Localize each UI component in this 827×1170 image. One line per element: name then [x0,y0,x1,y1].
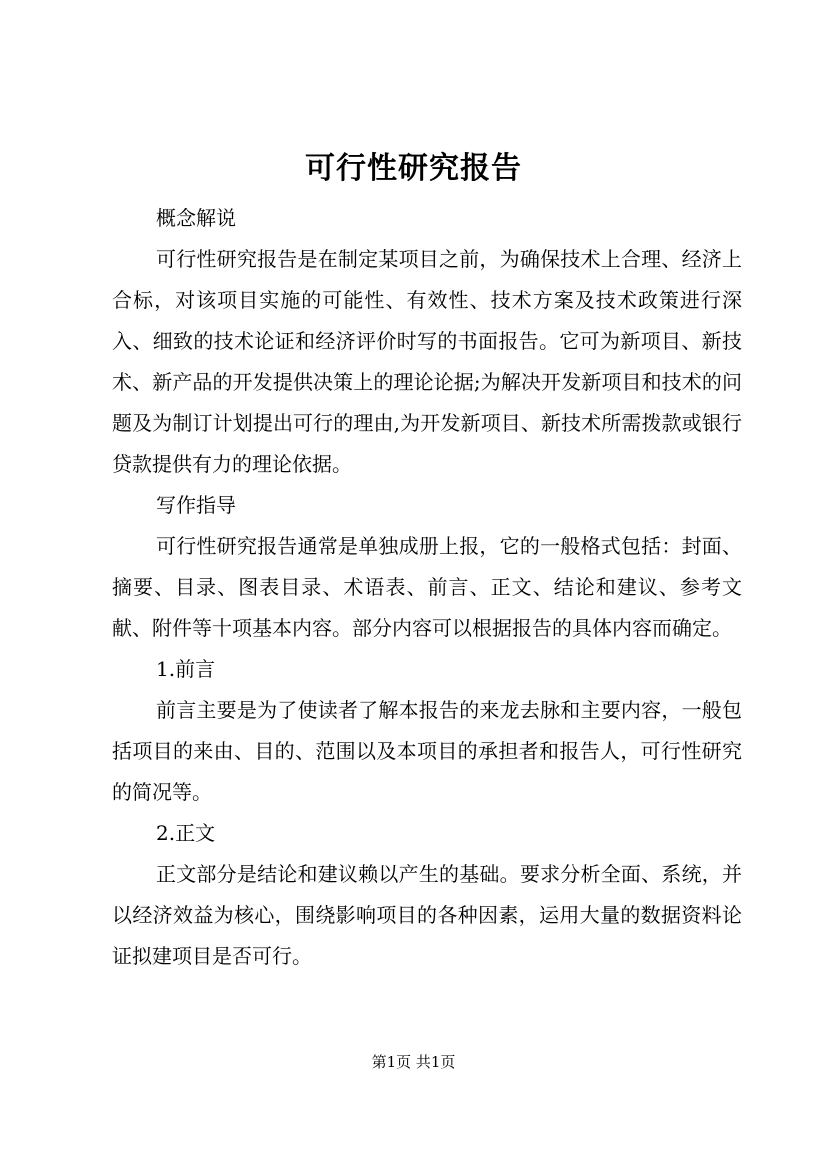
section-writing-guide [112,485,742,649]
section-concept [112,198,742,485]
document-body [112,198,742,977]
section-heading: 2.正文 [156,821,216,845]
section-heading: 概念解说 [156,206,236,230]
document-title: 可行性研究报告 [305,151,522,186]
section-heading: 写作指导 [156,493,236,517]
section-preface [112,649,742,813]
page-number: 第1页 [371,1053,412,1071]
page-footer [0,1052,827,1072]
section-paragraph: 可行性研究报告是在制定某项目之前，为确保技术上合理、经济上合标，对该项目实施的可能性、有效性、技术方案及技术政策进行深入、细致的技术论证和经济评价时写的书面报告。它可为新项目、新技术、新产品的开发提供决策上的理论论据;为解决开发新项目和技术的问题及为制订计划提出可行的理由,为开发新项目、新技术所需拨款或银行贷款提供有力的理论依据。 [112,247,742,476]
section-paragraph: 正文部分是结论和建议赖以产生的基础。要求分析全面、系统，并以经济效益为核心，围绕影响项目的各种因素，运用大量的数据资料论证拟建项目是否可行。 [112,862,742,968]
section-paragraph: 前言主要是为了使读者了解本报告的来龙去脉和主要内容，一般包括项目的来由、目的、范围以及本项目的承担者和报告人，可行性研究的简况等。 [112,698,742,804]
section-main-text [112,813,742,977]
section-paragraph: 可行性研究报告通常是单独成册上报，它的一般格式包括：封面、摘要、目录、图表目录、术语表、前言、正文、结论和建议、参考文献、附件等十项基本内容。部分内容可以根据报告的具体内容而确定。 [112,534,742,640]
page-total: 共1页 [415,1053,456,1071]
section-heading: 1.前言 [156,657,216,681]
